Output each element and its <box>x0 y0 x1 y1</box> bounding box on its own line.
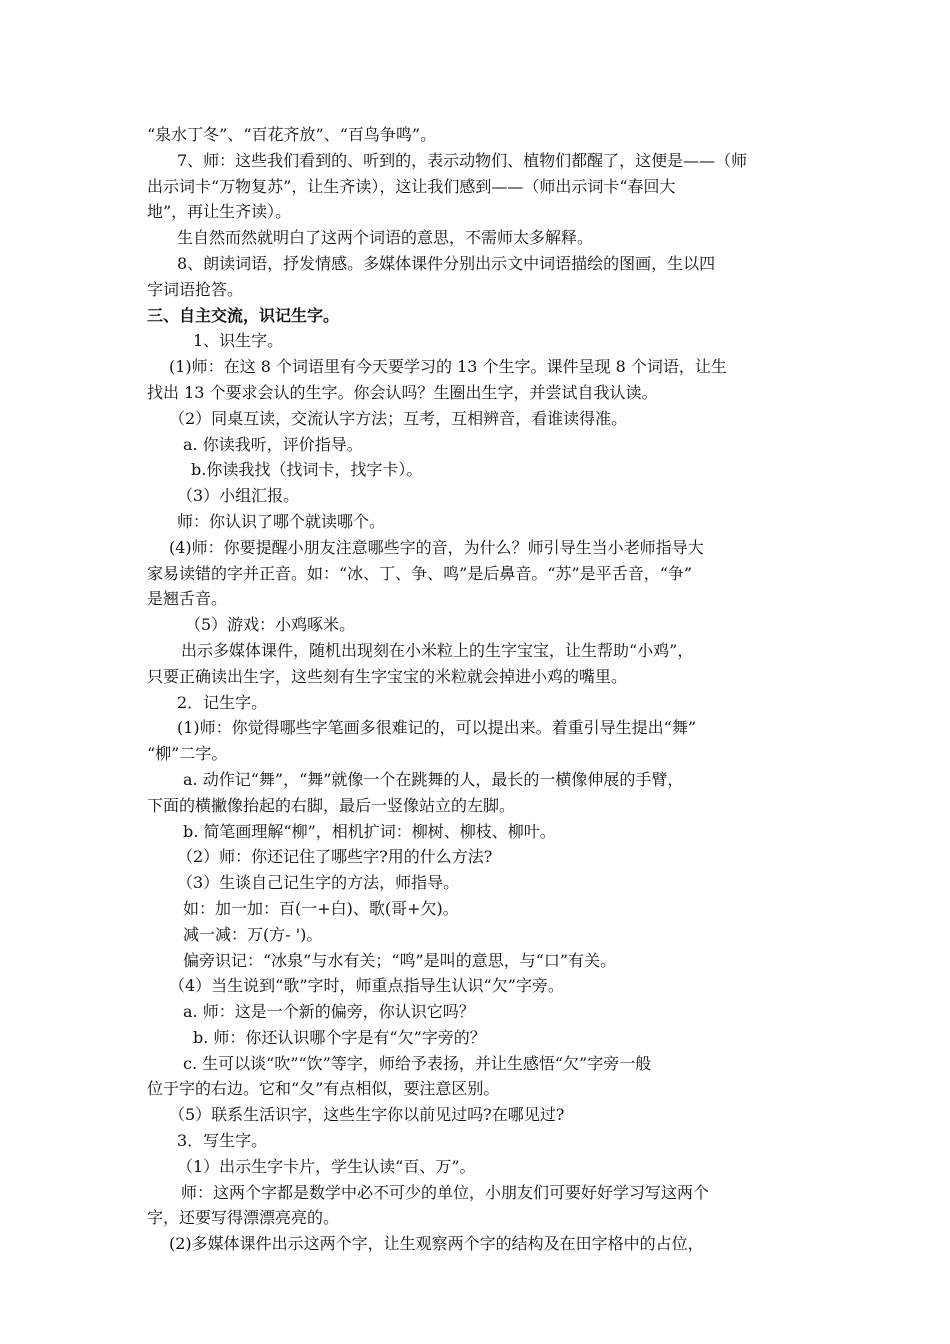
document-body <box>147 122 817 1257</box>
text-line: 师：这两个字都是数学中必不可少的单位，小朋友们可要好好学习写这两个 <box>181 1182 710 1202</box>
text-line: “泉水丁冬”、“百花齐放”、“百鸟争鸣”。 <box>147 125 437 144</box>
text-line: b. 简笔画理解“柳”，相机扩词：柳树、柳枝、柳叶。 <box>183 821 556 841</box>
text-line: 找出 13 个要求会认的生字。你会认吗？生圈出生字，并尝试自我认读。 <box>147 382 658 402</box>
text-line: 如：加一加：百(一+白)、歌(哥+欠)。 <box>183 898 459 918</box>
text-line: 8、朗读词语，抒发情感。多媒体课件分别出示文中词语描绘的图画，生以四 <box>177 253 716 273</box>
text-line: 是翘舌音。 <box>147 589 228 609</box>
text-line: （4）当生说到“歌”字时，师重点指导生认识“欠”字旁。 <box>169 976 564 996</box>
text-line: 2．记生字。 <box>177 692 268 712</box>
text-line: 1、识生字。 <box>193 331 284 351</box>
text-line: 7、师：这些我们看到的、听到的，表示动物们、植物们都醒了，这便是——（师 <box>177 150 748 170</box>
text-line: 下面的横撇像抬起的右脚，最后一竖像站立的左脚。 <box>147 795 516 815</box>
text-line: 生自然而然就明白了这两个词语的意思，不需师太多解释。 <box>177 228 594 248</box>
text-line: 家易读错的字并正音。如：“冰、丁、争、鸣”是后鼻音。“苏”是平舌音，“争” <box>147 563 693 583</box>
text-line: 字，还要写得漂漂亮亮的。 <box>147 1208 340 1228</box>
text-line: b. 师：你还认识哪个字是有“欠”字旁的？ <box>193 1027 486 1047</box>
text-line: 地”，再让生齐读）。 <box>147 202 292 222</box>
text-line: (4)师：你要提醒小朋友注意哪些字的音，为什么？师引导生当小老师指导大 <box>169 537 704 557</box>
text-line: 只要正确读出生字，这些刻有生字宝宝的米粒就会掉进小鸡的嘴里。 <box>147 666 628 686</box>
text-line: 出示多媒体课件，随机出现刻在小米粒上的生字宝宝，让生帮助“小鸡”， <box>181 640 694 660</box>
text-line: 减一减：万(方- ')。 <box>183 924 323 944</box>
text-line: 偏旁识记：“冰泉”与水有关；“鸣”是叫的意思，与“口”有关。 <box>183 950 617 970</box>
text-line: （3）生谈自己记生字的方法，师指导。 <box>177 873 460 893</box>
text-line: （2）师：你还记住了哪些字?用的什么方法? <box>177 847 493 867</box>
text-line: （3）小组汇报。 <box>177 486 300 506</box>
text-line: （5）游戏：小鸡啄米。 <box>185 615 356 635</box>
text-line: (1)师：你觉得哪些字笔画多很难记的，可以提出来。着重引导生提出“舞” <box>177 718 697 738</box>
text-line: （2）同桌互读，交流认字方法；互考，互相辨音，看谁读得准。 <box>169 408 628 428</box>
text-line: 位于字的右边。它和“夂”有点相似，要注意区别。 <box>147 1079 500 1099</box>
text-line: 3．写生字。 <box>177 1131 268 1151</box>
text-line: （1）出示生字卡片，学生认读“百、万”。 <box>177 1156 476 1176</box>
text-line: (1)师：在这 8 个词语里有今天要学习的 13 个生字。课件呈现 8 个词语，让生 <box>169 357 727 377</box>
text-line: 字词语抢答。 <box>147 279 244 299</box>
text-line: 出示词卡“万物复苏”，让生齐读），这让我们感到——（师出示词卡“春回大 <box>147 176 676 196</box>
text-line: a. 动作记“舞”，“舞”就像一个在跳舞的人，最长的一横像伸展的手臂， <box>183 769 684 789</box>
text-line: （5）联系生活识字，这些生字你以前见过吗?在哪见过? <box>169 1105 565 1125</box>
text-line: a. 师：这是一个新的偏旁，你认识它吗？ <box>183 1002 475 1022</box>
text-line: “柳”二字。 <box>147 744 228 764</box>
text-line: (2)多媒体课件出示这两个字，让生观察两个字的结构及在田字格中的占位， <box>169 1234 704 1254</box>
text-line: a. 你读我听，评价指导。 <box>183 434 363 454</box>
section-heading: 三、自主交流，识记生字。 <box>147 305 340 325</box>
text-line: c. 生可以谈“吹”“饮”等字，师给予表扬，并让生感悟“欠”字旁一般 <box>183 1053 652 1073</box>
text-line: 师：你认识了哪个就读哪个。 <box>177 511 386 531</box>
text-line: b.你读我找（找词卡，找字卡）。 <box>191 460 423 480</box>
